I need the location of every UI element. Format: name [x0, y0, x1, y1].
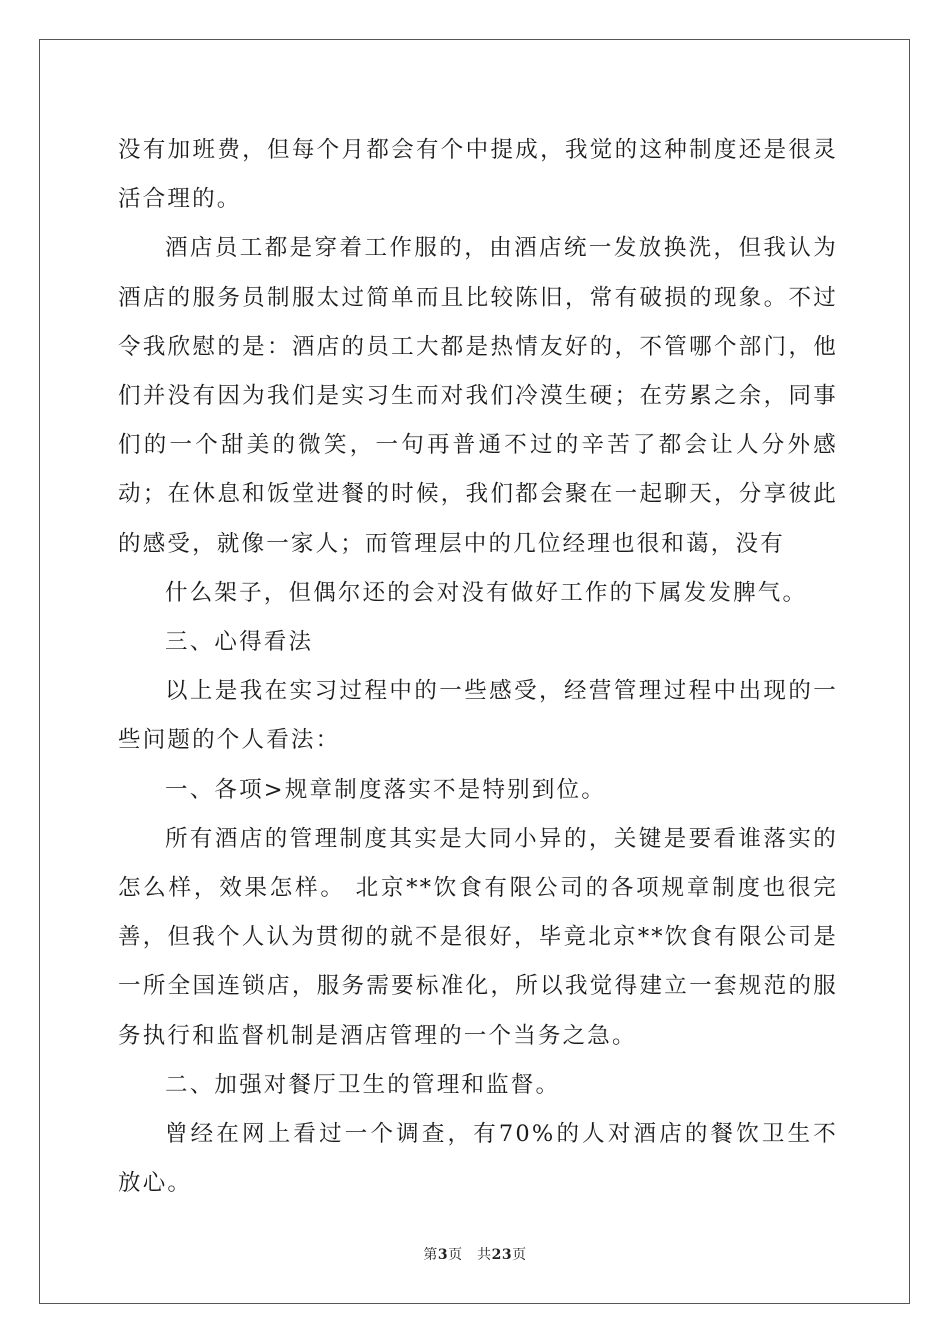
- paragraph: 所有酒店的管理制度其实是大同小异的，关键是要看谁落实的怎么样，效果怎样。 北京**饮食有限公司的各项规章制度也很完善，但我个人认为贯彻的就不是很好，毕竟北京**饮食有限公司是一所全国连锁店，服务需要标准化，所以我觉得建立一套规范的服务执行和监督机制是酒店管理的一个当务之急。: [118, 825, 838, 1049]
- section-heading: 三、心得看法: [165, 629, 314, 656]
- subsection-heading: 一、各项>规章制度落实不是特别到位。: [165, 776, 606, 803]
- subsection-heading: 二、加强对餐厅卫生的管理和监督。: [165, 1071, 561, 1098]
- current-page-number: 3: [437, 1247, 449, 1263]
- document-body: [118, 126, 838, 1208]
- paragraph: 以上是我在实习过程中的一些感受，经营管理过程中出现的一些问题的个人看法：: [118, 678, 838, 754]
- total-pages-number: 23: [491, 1247, 513, 1263]
- paragraph: 曾经在网上看过一个调查，有70%的人对酒店的餐饮卫生不放心。: [118, 1121, 838, 1197]
- footer-suffix: 页: [512, 1247, 527, 1263]
- paragraph: 酒店员工都是穿着工作服的，由酒店统一发放换洗，但我认为酒店的服务员制服太过简单而且比较陈旧，常有破损的现象。不过令我欣慰的是：酒店的员工大都是热情友好的，不管哪个部门，他们并没有因为我们是实习生而对我们冷漠生硬；在劳累之余，同事们的一个甜美的微笑，一句再普通不过的辛苦了都会让人分外感动；在休息和饭堂进餐的时候，我们都会聚在一起聊天，分享彼此的感受，就像一家人；而管理层中的几位经理也很和蔼，没有: [118, 235, 838, 557]
- paragraph: 什么架子，但偶尔还的会对没有做好工作的下属发发脾气。: [165, 579, 808, 606]
- footer-middle: 页 共: [448, 1247, 492, 1263]
- paragraph: 没有加班费，但每个月都会有个中提成，我觉的这种制度还是很灵活合理的。: [118, 137, 838, 213]
- page-footer: [0, 1244, 950, 1264]
- footer-prefix: 第: [423, 1247, 438, 1263]
